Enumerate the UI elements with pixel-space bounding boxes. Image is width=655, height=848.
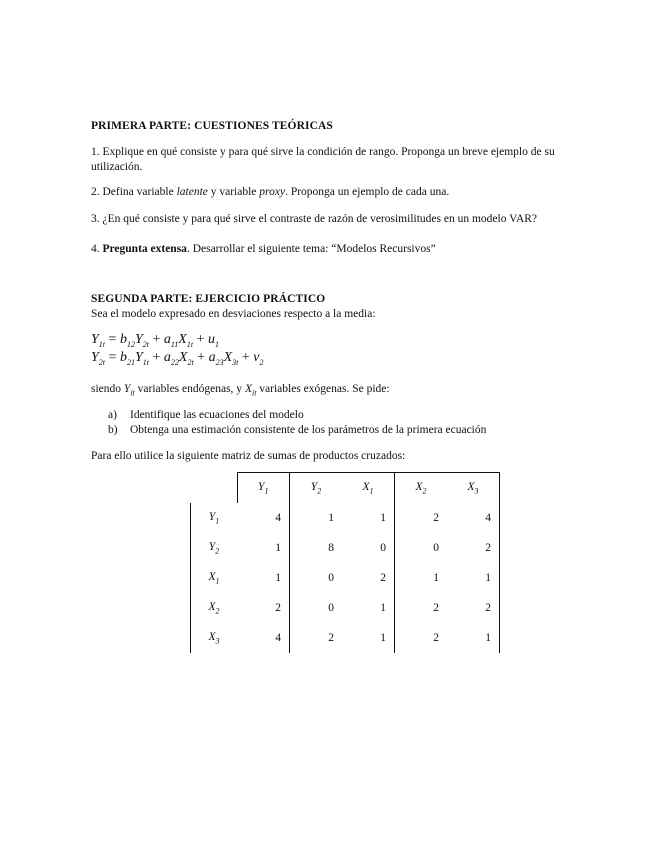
variables-note: siendo $Y_{it}$ variables endógenas, y $X_{it}$ variables exógenas. Se pide: <box>91 383 390 398</box>
matrix-cell: 2 <box>380 571 386 584</box>
question-2-post: . Proponga un ejemplo de cada una. <box>285 186 450 198</box>
matrix-cell: 2 <box>395 623 448 653</box>
matrix-cell: 1 <box>380 631 386 644</box>
matrix-row <box>191 593 500 623</box>
matrix-row <box>191 563 500 593</box>
matrix-header-row <box>191 473 500 504</box>
question-4 <box>91 242 571 257</box>
matrix-cell: 4 <box>275 511 281 524</box>
matrix-col-header: $Y_2$ <box>290 473 343 504</box>
cross-products-matrix <box>190 472 500 653</box>
matrix-cell: 2 <box>395 503 448 533</box>
matrix-cell: 8 <box>290 533 343 563</box>
question-4-num: 4. <box>91 243 103 255</box>
matrix-cell: 0 <box>380 541 386 554</box>
matrix-cell: 2 <box>290 623 343 653</box>
matrix-row-header: $Y_2$ <box>191 533 238 563</box>
matrix-cell: 0 <box>290 593 343 623</box>
matrix-cell: 4 <box>275 631 281 644</box>
question-2-mid: y variable <box>207 186 260 198</box>
matrix-cell: 1 <box>447 623 500 653</box>
matrix-row-header: $Y_1$ <box>191 503 238 533</box>
matrix-cell: 2 <box>395 593 448 623</box>
matrix-cell: 1 <box>447 563 500 593</box>
matrix-cell: 0 <box>290 563 343 593</box>
equation-2: $Y_{2t} = b_{21}Y_{1t} + a_{22}X_{2t} + a_{23}X_{3t} + v_2$ <box>91 350 264 367</box>
matrix-cell: 1 <box>380 511 386 524</box>
matrix-col-header: $Y_1$ <box>237 473 290 504</box>
task-item-b: b) Obtenga una estimación consistente de los parámetros de la primera ecuación <box>108 424 487 436</box>
matrix-row-header: $X_3$ <box>191 623 238 653</box>
question-2 <box>91 185 571 200</box>
part2-heading: SEGUNDA PARTE: EJERCICIO PRÁCTICO <box>91 293 326 305</box>
question-2-proxy: proxy <box>259 186 286 198</box>
matrix-col-header: $X_2$ <box>395 473 448 504</box>
matrix-corner <box>191 473 238 504</box>
part1-heading: PRIMERA PARTE: CUESTIONES TEÓRICAS <box>91 120 333 132</box>
matrix-col-header: $X_3$ <box>447 473 500 504</box>
matrix-cell: 0 <box>395 533 448 563</box>
matrix-row-header: $X_2$ <box>191 593 238 623</box>
matrix-row <box>191 533 500 563</box>
matrix-cell: 2 <box>447 533 500 563</box>
equation-1: $Y_{1t} = b_{12}Y_{2t} + a_{11}X_{1t} + u_1$ <box>91 332 219 349</box>
matrix-cell: 1 <box>275 541 281 554</box>
matrix-row <box>191 503 500 533</box>
question-4-bold: Pregunta extensa <box>102 243 187 255</box>
model-intro: Sea el modelo expresado en desviaciones respecto a la media: <box>91 308 376 320</box>
matrix-col-header: $X_1$ <box>342 473 395 504</box>
question-3: 3. ¿En qué consiste y para qué sirve el contraste de razón de verosimilitudes en un modelo VAR? <box>91 213 538 225</box>
task-item-a: a) Identifique las ecuaciones del modelo <box>108 409 304 421</box>
question-1: 1. Explique en qué consiste y para qué sirve la condición de rango. Proponga un breve ejemplo de su utilización. <box>91 146 555 173</box>
matrix-cell: 1 <box>290 503 343 533</box>
matrix-cell: 4 <box>447 503 500 533</box>
matrix-cell: 1 <box>275 571 281 584</box>
matrix-cell: 2 <box>447 593 500 623</box>
matrix-row-header: $X_1$ <box>191 563 238 593</box>
matrix-intro: Para ello utilice la siguiente matriz de sumas de productos cruzados: <box>91 450 406 462</box>
matrix-cell: 1 <box>380 601 386 614</box>
matrix-cell: 2 <box>275 601 281 614</box>
matrix-cell: 1 <box>395 563 448 593</box>
matrix-row <box>191 623 500 653</box>
question-4-rest: . Desarrollar el siguiente tema: “Modelos Recursivos” <box>186 243 436 255</box>
question-2-pre: 2. Defina variable <box>91 186 177 198</box>
question-2-latente: latente <box>176 186 208 198</box>
